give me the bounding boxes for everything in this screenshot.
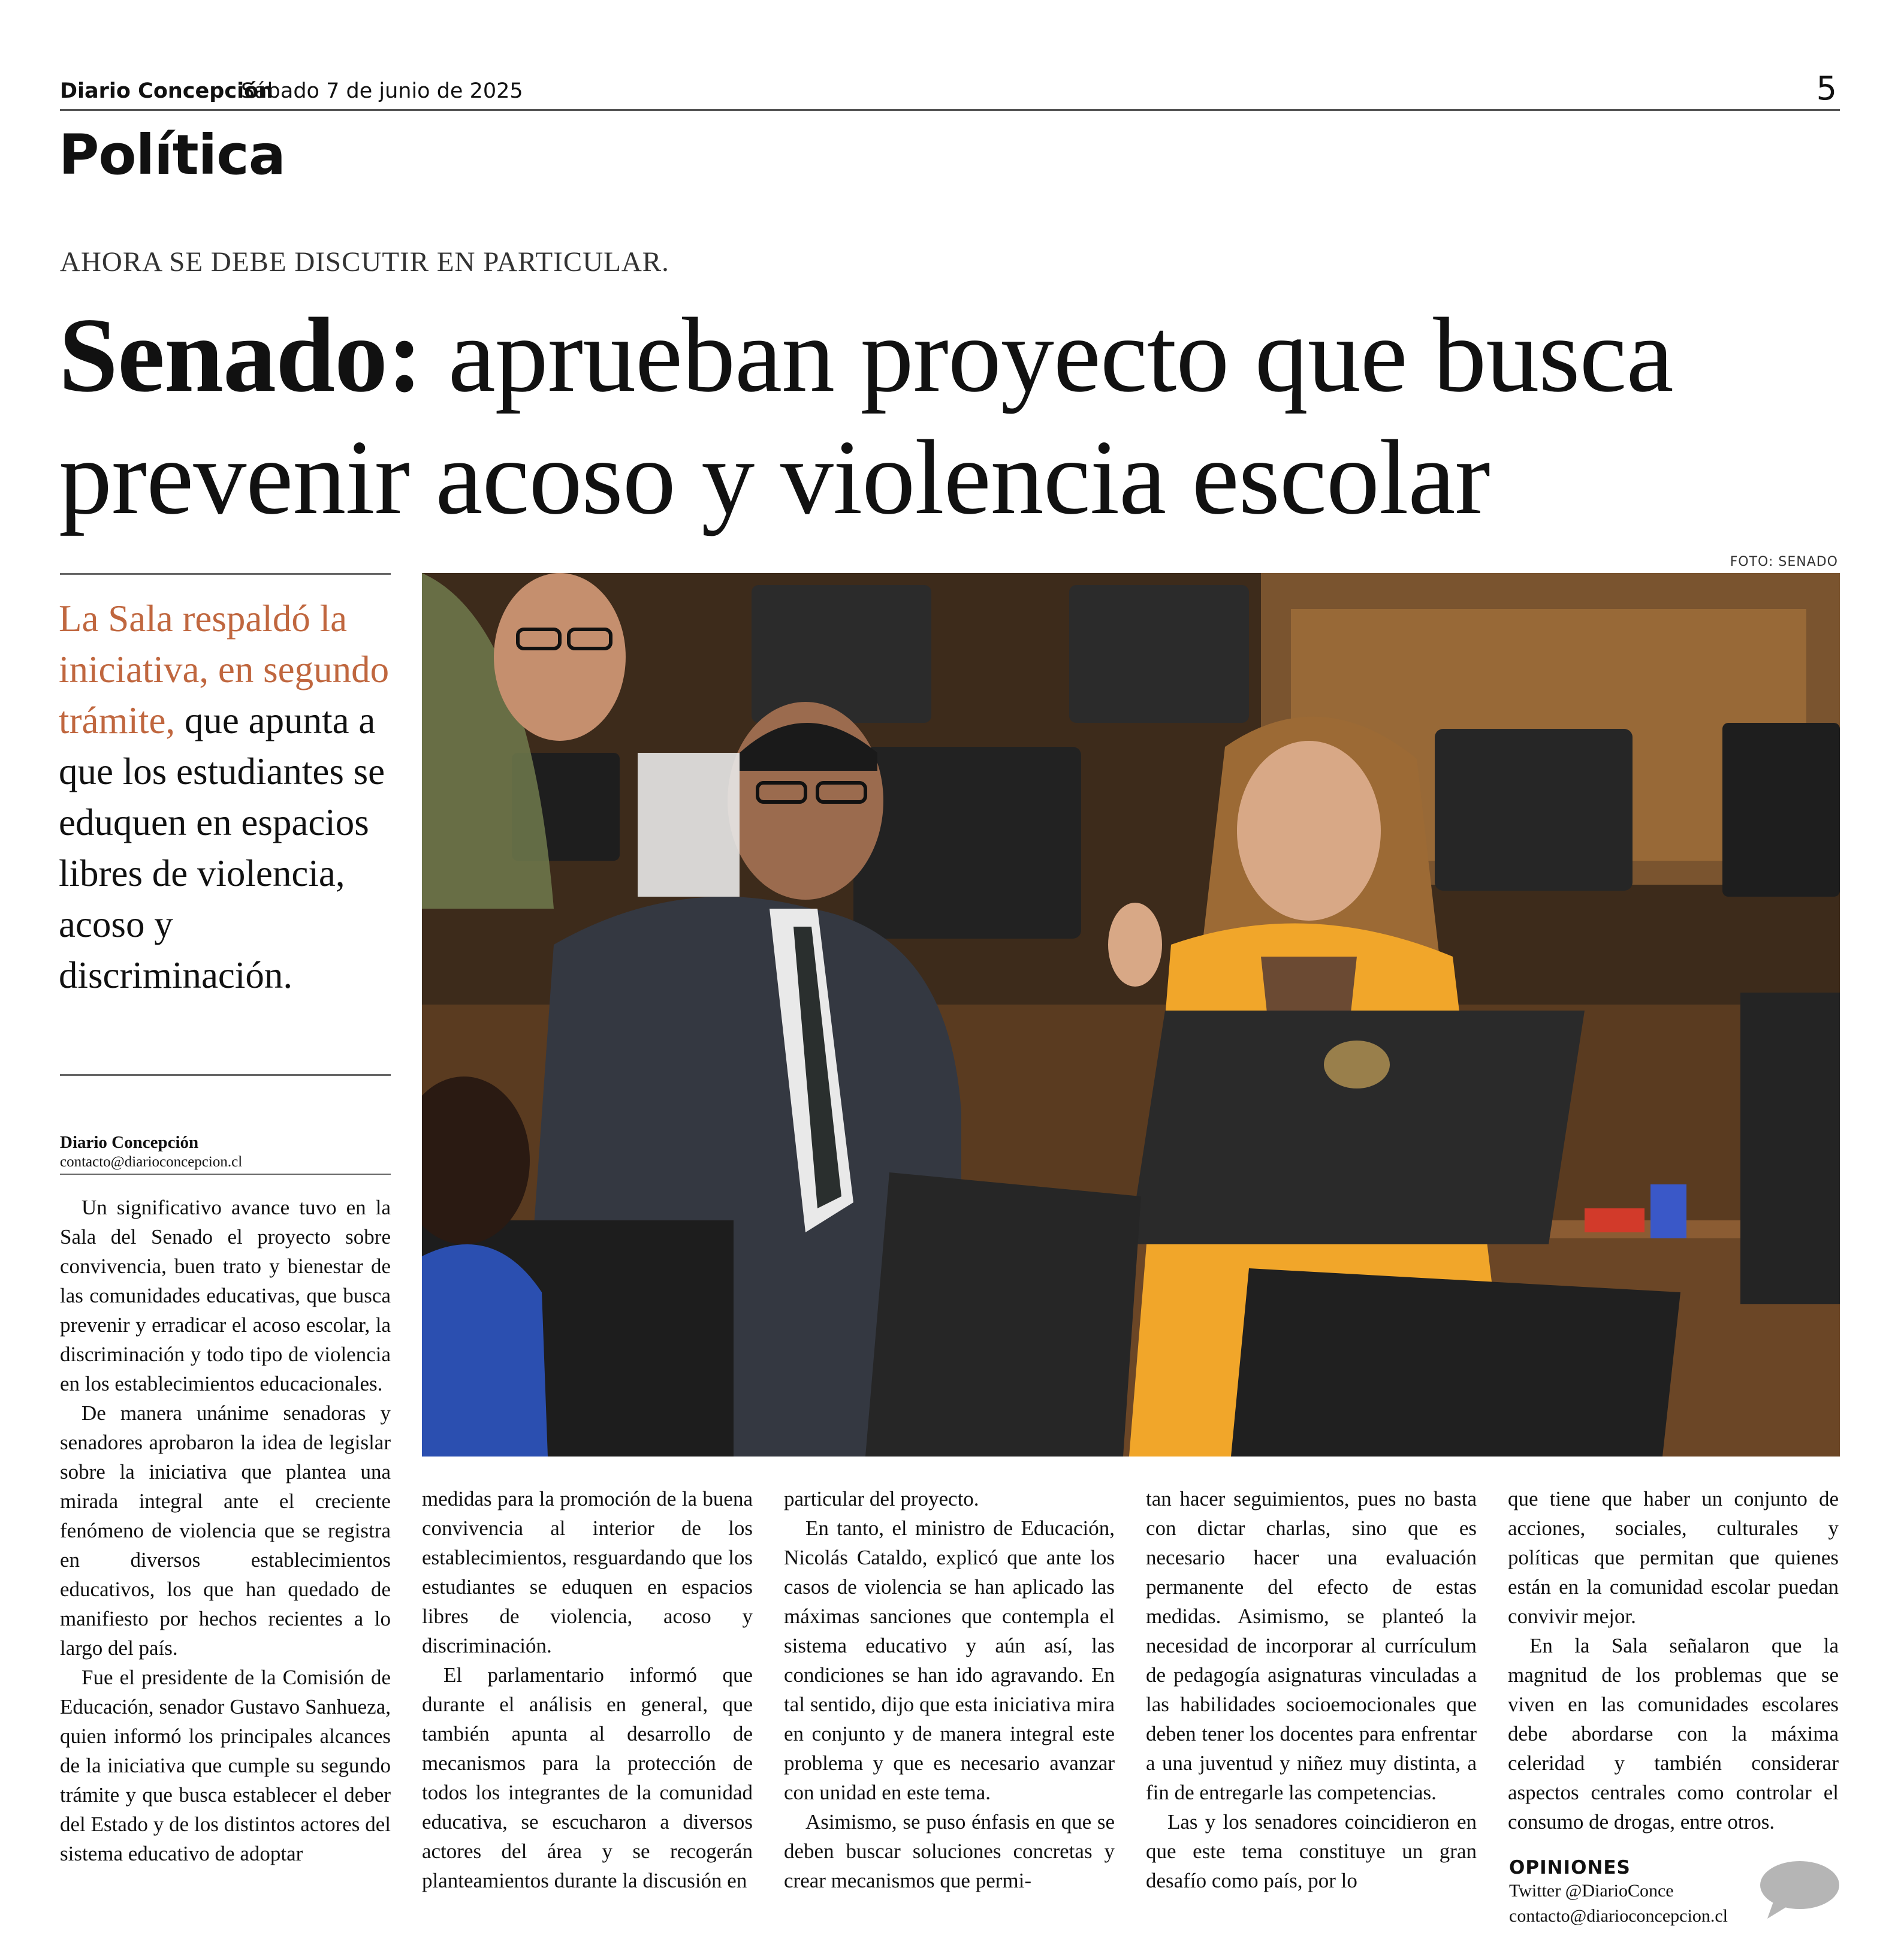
photo-credit: FOTO: SENADO (1730, 554, 1838, 569)
opinions-email: contacto@diarioconcepcion.cl (1509, 1906, 1728, 1926)
opinions-title: OPINIONES (1509, 1857, 1631, 1878)
paragraph: En la Sala señalaron que la magnitud de los problemas que se viven en las comunidades escolares debe abordarse con la máxima celeridad y también considerar aspectos centrales como controlar el consumo de drogas, entre otros. (1508, 1634, 1839, 1834)
article-deck (59, 593, 400, 1001)
opinions-twitter: Twitter @DiarioConce (1509, 1881, 1674, 1901)
masthead-date: Sábado 7 de junio de 2025 (241, 79, 523, 103)
byline-email: contacto@diarioconcepcion.cl (60, 1154, 243, 1170)
page-number: 5 (1816, 70, 1837, 107)
byline-name: Diario Concepción (60, 1133, 199, 1152)
paragraph: Las y los senadores coincidieron en que este tema constituye un gran desafío como país, por lo (1146, 1810, 1477, 1892)
deck-rest: que apunta a que los estudiantes se eduquen en espacios libres de violencia, acoso y discriminación. (59, 699, 385, 996)
headline-bold: Senado: (59, 295, 423, 414)
deck-rule-top (60, 573, 391, 575)
byline-rule (60, 1174, 391, 1175)
paragraph: que tiene que haber un conjunto de acciones, sociales, culturales y políticas que permitan que quienes están en la comunidad escolar puedan convivir mejor. (1508, 1487, 1839, 1628)
deck-rule-bottom (60, 1074, 391, 1076)
deck-highlight: La Sala respaldó la iniciativa, en segundo trámite, (59, 598, 390, 741)
article-column-1 (60, 1193, 391, 1868)
article-column-5 (1508, 1484, 1839, 1837)
article-column-3 (784, 1484, 1115, 1895)
article-column-2 (422, 1484, 753, 1895)
section-title: Política (59, 123, 285, 187)
paragraph: particular del proyecto. (784, 1487, 979, 1510)
paragraph: Un significativo avance tuvo en la Sala del Senado el proyecto sobre convivencia, buen trato y bienestar de las comunidades educativas, que busca prevenir y erradicar el acoso escolar, la discriminación y todo tipo de violencia en los establecimientos educacionales. (60, 1196, 391, 1395)
paragraph: tan hacer seguimientos, pues no basta con dictar charlas, sino que es necesario hacer una evaluación permanente del efecto de estas medidas. Asimismo, se planteó la necesidad de incorporar al currículum de pedagogía asignaturas vinculadas a las habilidades socioemocionales que deben tener los docentes para enfrentar a una juventud y niñez muy distinta, a fin de entregarle las competencias. (1146, 1487, 1477, 1804)
masthead-paper-name: Diario Concepción (60, 79, 274, 103)
paragraph: medidas para la promoción de la buena convivencia al interior de los establecimientos, resguardando que los estudiantes se eduquen en espacios libres de violencia, acoso y discriminación. (422, 1487, 753, 1657)
paragraph: De manera unánime senadoras y senadores aprobaron la idea de legislar sobre la iniciativa que plantea una mirada integral ante el creciente fenómeno de violencia que se registra en diversos establecimientos educativos, los que han quedado de manifiesto por hechos recientes a lo largo del país. (60, 1401, 391, 1660)
headline-rest: aprueban proyecto que busca prevenir acoso y violencia escolar (59, 295, 1673, 536)
paragraph: Asimismo, se puso énfasis en que se deben buscar soluciones concretas y crear mecanismos que permi- (784, 1810, 1115, 1892)
speech-bubble-icon (1759, 1860, 1840, 1923)
paragraph: El parlamentario informó que durante el análisis en general, que también apunta al desarrollo de mecanismos para la protección de todos los integrantes de la comunidad educativa, se escucharon a diversos actores del área y se recogerán planteamientos durante la discusión en (422, 1663, 753, 1892)
article-kicker: AHORA SE DEBE DISCUTIR EN PARTICULAR. (60, 246, 669, 278)
article-photo (422, 573, 1840, 1457)
header-rule (60, 109, 1840, 111)
article-column-4 (1146, 1484, 1477, 1895)
article-headline (59, 294, 1857, 538)
senate-chamber-illustration (422, 573, 1840, 1457)
paragraph: En tanto, el ministro de Educación, Nicolás Cataldo, explicó que ante los casos de violencia se han aplicado las máximas sanciones que contempla el sistema educativo y aún así, las condiciones se han ido agravando. En tal sentido, dijo que esta iniciativa mira en conjunto y de manera integral este problema y que es necesario avanzar con unidad en este tema. (784, 1516, 1115, 1804)
paragraph: Fue el presidente de la Comisión de Educación, senador Gustavo Sanhueza, quien informó los principales alcances de la iniciativa que cumple su segundo trámite y que busca establecer el deber del Estado y de los distintos actores del sistema educativo de adoptar (60, 1666, 391, 1865)
